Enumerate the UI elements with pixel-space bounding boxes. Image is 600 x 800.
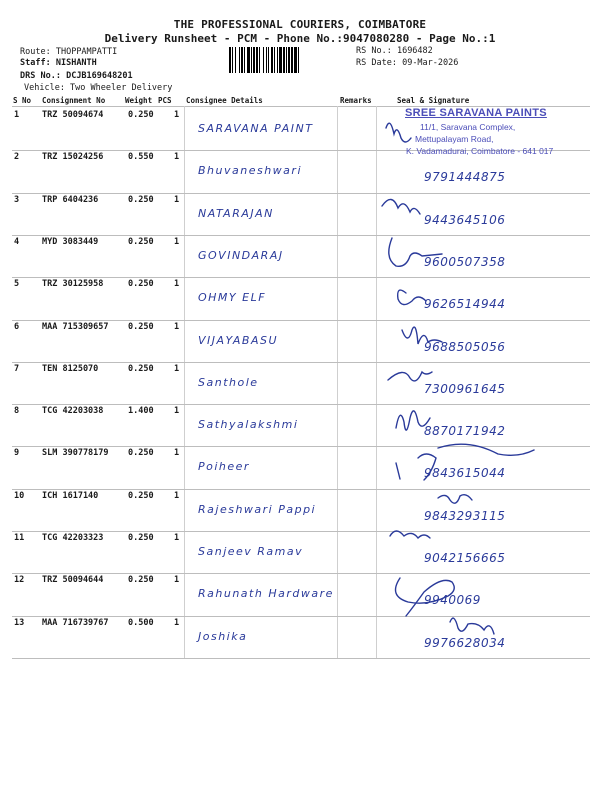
stamp-line2: Mettupalayam Road, xyxy=(415,134,494,144)
row-sno: 12 xyxy=(14,575,25,586)
row-consignment-no: SLM 390778179 xyxy=(42,448,109,459)
signature-row-11 xyxy=(390,531,430,538)
route-label: Route: xyxy=(20,47,51,57)
column-divider xyxy=(376,106,377,658)
row-phone-handwritten: 9843615044 xyxy=(424,466,506,481)
drs-value: DCJB169648201 xyxy=(66,71,133,81)
row-pcs: 1 xyxy=(174,236,180,247)
row-weight: 0.250 xyxy=(128,363,154,374)
row-pcs: 1 xyxy=(174,617,180,628)
row-pcs: 1 xyxy=(174,279,180,290)
row-rule xyxy=(12,658,590,659)
row-weight: 0.250 xyxy=(128,533,154,543)
row-phone-handwritten: 9688505056 xyxy=(424,339,506,354)
row-phone-handwritten: 8870171942 xyxy=(424,424,506,439)
staff-label: Staff: xyxy=(20,58,51,68)
column-divider xyxy=(184,106,185,658)
row-consignee-handwritten: Rajeshwari Pappi xyxy=(198,502,317,516)
row-sno: 2 xyxy=(14,152,20,163)
signature-row-7 xyxy=(388,372,432,381)
row-weight: 0.250 xyxy=(128,236,154,247)
row-consignee-handwritten: Bhuvaneshwari xyxy=(198,164,302,178)
row-sno: 8 xyxy=(14,406,20,417)
col-consignee: Consignee Details xyxy=(186,96,263,105)
signature-row-3 xyxy=(382,199,420,214)
row-weight: 0.250 xyxy=(128,490,154,501)
row-consignee-handwritten: SARAVANA PAINT xyxy=(198,122,314,135)
company-name: THE PROFESSIONAL COURIERS, COIMBATORE xyxy=(173,18,427,31)
row-weight: 0.250 xyxy=(128,110,154,120)
row-pcs: 1 xyxy=(174,152,180,163)
row-weight: 0.250 xyxy=(128,321,154,332)
row-phone-handwritten: 9791444875 xyxy=(424,170,506,185)
rs-no-line xyxy=(356,46,433,57)
row-pcs: 1 xyxy=(174,110,180,120)
row-consignee-handwritten: Sanjeev Ramav xyxy=(198,545,304,558)
row-weight: 0.500 xyxy=(128,617,154,628)
row-pcs: 1 xyxy=(174,321,180,332)
row-consignment-no: TRP 6404236 xyxy=(42,194,99,205)
row-consignment-no: TRZ 50094644 xyxy=(42,575,104,586)
row-weight: 0.250 xyxy=(128,194,154,205)
row-pcs: 1 xyxy=(174,533,180,543)
row-phone-handwritten: 9940069 xyxy=(424,593,481,608)
row-consignee-handwritten: NATARAJAN xyxy=(198,206,274,220)
row-consignment-no: TCG 42203038 xyxy=(42,406,104,417)
row-consignment-no: MAA 715309657 xyxy=(42,321,109,332)
row-sno: 5 xyxy=(14,279,20,290)
rs-date-label: RS Date: xyxy=(356,58,397,68)
row-consignment-no: TCG 42203323 xyxy=(42,533,104,543)
row-consignment-no: MYD 3083449 xyxy=(42,236,99,247)
row-phone-handwritten: 7300961645 xyxy=(424,381,506,396)
row-pcs: 1 xyxy=(174,575,180,586)
column-divider xyxy=(337,106,338,658)
row-consignment-no: ICH 1617140 xyxy=(42,490,99,501)
rs-no-label: RS No.: xyxy=(356,46,392,56)
col-sno: S No xyxy=(13,96,32,105)
row-phone-handwritten: 9600507358 xyxy=(424,254,506,269)
signature-row-13 xyxy=(450,618,494,634)
signature-row-12 xyxy=(396,578,455,616)
row-consignment-no: MAA 716739767 xyxy=(42,617,109,628)
col-pcs: PCS xyxy=(158,96,172,105)
row-pcs: 1 xyxy=(174,363,180,374)
row-consignment-no: TRZ 15024256 xyxy=(42,152,104,163)
staff-value: NISHANTH xyxy=(55,58,97,68)
drs-line xyxy=(20,71,133,82)
row-pcs: 1 xyxy=(174,448,180,459)
row-sno: 13 xyxy=(14,617,25,628)
stamp-name: SREE SARAVANA PAINTS xyxy=(405,107,547,119)
rs-no-value: 1696482 xyxy=(396,46,433,56)
col-seal: Seal & Signature xyxy=(397,96,470,105)
row-weight: 0.550 xyxy=(128,152,154,163)
row-consignee-handwritten: Sathyalakshmi xyxy=(198,418,299,432)
row-sno: 1 xyxy=(14,110,20,120)
row-phone-handwritten: 9443645106 xyxy=(424,212,506,227)
signature-row-1 xyxy=(386,123,411,142)
runsheet-subtitle: Delivery Runsheet - PCM - Phone No.:9047080280 - Page No.:1 xyxy=(104,32,496,45)
signature-row-8 xyxy=(396,411,430,430)
staff-line xyxy=(20,58,97,69)
row-phone-handwritten: 9042156665 xyxy=(424,551,506,565)
row-phone-handwritten: 9626514944 xyxy=(424,297,506,312)
signature-row-6 xyxy=(402,327,442,344)
row-weight: 0.250 xyxy=(128,575,154,586)
barcode xyxy=(228,47,352,73)
row-consignee-handwritten: Santhole xyxy=(198,375,259,389)
row-phone-handwritten: 9843293115 xyxy=(424,508,506,523)
row-consignee-handwritten: Poiheer xyxy=(198,460,250,474)
row-sno: 6 xyxy=(14,321,20,332)
stamp-line1: 11/1, Saravana Complex, xyxy=(420,122,516,132)
row-weight: 0.250 xyxy=(128,448,154,459)
col-remarks: Remarks xyxy=(340,96,372,105)
row-consignee-handwritten: VIJAYABASU xyxy=(198,333,279,347)
row-weight: 1.400 xyxy=(128,406,154,417)
drs-label: DRS No.: xyxy=(20,71,61,81)
col-weight: Weight xyxy=(125,96,153,105)
row-sno: 3 xyxy=(14,194,20,205)
row-sno: 11 xyxy=(14,533,25,543)
row-sno: 7 xyxy=(14,363,20,374)
row-phone-handwritten: 9976628034 xyxy=(424,635,506,650)
rs-date-value: 09-Mar-2026 xyxy=(402,58,459,68)
row-pcs: 1 xyxy=(174,406,180,417)
row-sno: 4 xyxy=(14,236,20,247)
row-consignee-handwritten: GOVINDARAJ xyxy=(198,248,284,262)
route-value: THOPPAMPATTI xyxy=(55,47,118,57)
signature-row-9 xyxy=(396,444,534,480)
row-pcs: 1 xyxy=(174,490,180,501)
row-consignment-no: TRZ 50094674 xyxy=(42,110,104,120)
signature-row-5 xyxy=(398,290,426,304)
row-consignee-handwritten: Rahunath Hardware xyxy=(198,587,334,601)
stamp-line3: K. Vadamadurai, Coimbatore - 641 017 xyxy=(406,146,554,156)
row-consignee-handwritten: Joshika xyxy=(198,629,248,643)
vehicle-line: Vehicle: Two Wheeler Delivery xyxy=(24,83,173,93)
col-consignment: Consignment No xyxy=(42,96,106,105)
signature-row-4 xyxy=(389,238,442,266)
row-consignment-no: TRZ 30125958 xyxy=(42,279,104,290)
signature-scribbles xyxy=(378,108,598,658)
signature-row-10 xyxy=(438,495,472,504)
row-weight: 0.250 xyxy=(128,279,154,290)
row-sno: 9 xyxy=(14,448,20,459)
route-line xyxy=(20,47,117,58)
rs-date-line xyxy=(356,58,458,69)
row-consignee-handwritten: OHMY ELF xyxy=(198,291,267,305)
row-consignment-no: TEN 8125070 xyxy=(42,363,99,374)
row-pcs: 1 xyxy=(174,194,180,205)
row-sno: 10 xyxy=(14,490,25,501)
